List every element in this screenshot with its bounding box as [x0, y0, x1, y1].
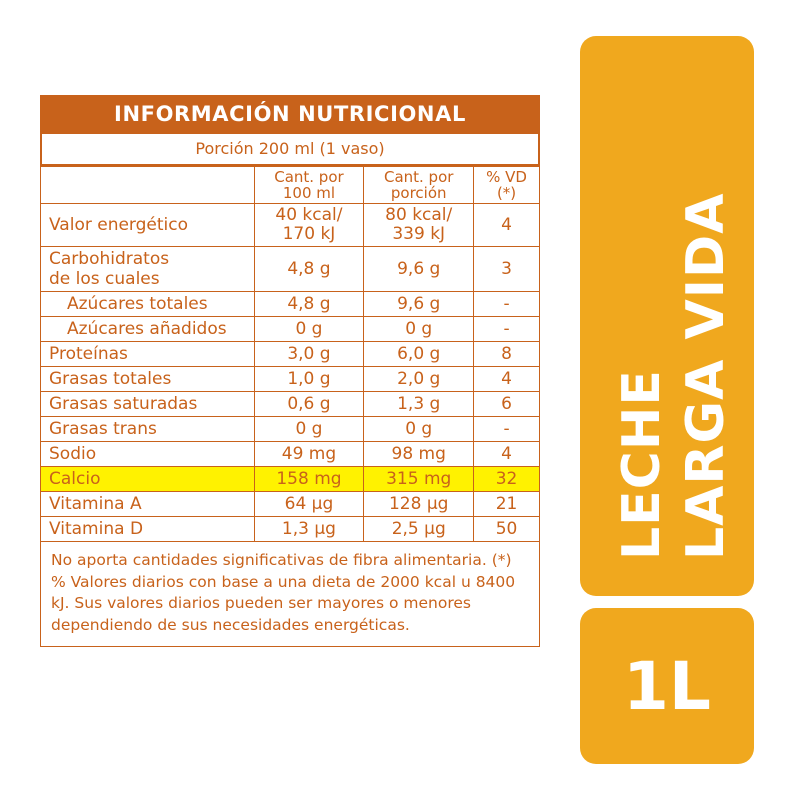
row-label [41, 247, 255, 292]
row-vd: 4 [474, 442, 540, 467]
row-label: Vitamina A [41, 492, 255, 517]
row-per-100ml: 0 g [254, 317, 364, 342]
row-label: Sodio [41, 442, 255, 467]
row-label-line2: de los cuales [49, 269, 160, 290]
row-per-portion [364, 204, 474, 247]
header-per-100ml [254, 167, 364, 204]
row-per-portion: 9,6 g [364, 292, 474, 317]
row-vd: - [474, 317, 540, 342]
footnote-text: No aporta cantidades significativas de fibra alimentaria. (*) % Valores diarios con base a una dieta de 2000 kcal u 8400 kJ. Sus valores diarios pueden ser mayores o menores dependiendo de sus necesidades energéticas. [40, 542, 540, 647]
row-per-portion-line2: 339 kJ [392, 224, 446, 245]
row-label: Grasas saturadas [41, 392, 255, 417]
row-per-portion: 6,0 g [364, 342, 474, 367]
row-vd: 8 [474, 342, 540, 367]
table-row [41, 204, 540, 247]
header-per-portion-line1: Cant. por [383, 168, 454, 186]
row-label: Valor energético [41, 204, 255, 247]
row-vd: 6 [474, 392, 540, 417]
table-row-highlighted [41, 467, 540, 492]
row-per-100ml: 64 µg [254, 492, 364, 517]
row-per-portion: 315 mg [364, 467, 474, 492]
table-row [41, 247, 540, 292]
row-label: Azúcares añadidos [41, 317, 255, 342]
header-per-portion [364, 167, 474, 204]
nutrition-panel [40, 95, 540, 647]
row-per-portion-line1: 80 kcal/ [385, 205, 453, 226]
panel-title: INFORMACIÓN NUTRICIONAL [40, 95, 540, 134]
row-label: Grasas totales [41, 367, 255, 392]
row-vd: 32 [474, 467, 540, 492]
table-header-row [41, 167, 540, 204]
header-per-portion-line2: porción [390, 184, 447, 203]
row-vd: 3 [474, 247, 540, 292]
row-label: Proteínas [41, 342, 255, 367]
table-row [41, 517, 540, 542]
product-name-line1: LECHE [612, 369, 672, 560]
table-row [41, 317, 540, 342]
table-row [41, 367, 540, 392]
row-per-100ml: 3,0 g [254, 342, 364, 367]
row-vd: - [474, 417, 540, 442]
row-per-100ml: 1,0 g [254, 367, 364, 392]
row-per-portion: 128 µg [364, 492, 474, 517]
row-per-portion: 98 mg [364, 442, 474, 467]
row-per-portion: 0 g [364, 417, 474, 442]
header-vd [474, 167, 540, 204]
row-per-portion: 2,5 µg [364, 517, 474, 542]
row-per-100ml-line2: 170 kJ [282, 224, 336, 245]
row-per-100ml: 4,8 g [254, 247, 364, 292]
product-size-label: 1L [623, 647, 711, 725]
row-vd: - [474, 292, 540, 317]
row-per-100ml: 158 mg [254, 467, 364, 492]
row-per-100ml: 4,8 g [254, 292, 364, 317]
table-row [41, 442, 540, 467]
row-vd: 21 [474, 492, 540, 517]
row-per-portion: 9,6 g [364, 247, 474, 292]
row-vd: 50 [474, 517, 540, 542]
table-row [41, 492, 540, 517]
row-per-100ml: 1,3 µg [254, 517, 364, 542]
table-row [41, 292, 540, 317]
row-per-100ml [254, 204, 364, 247]
header-blank [41, 167, 255, 204]
table-row [41, 417, 540, 442]
table-row [41, 342, 540, 367]
row-label: Calcio [41, 467, 255, 492]
row-label: Vitamina D [41, 517, 255, 542]
row-per-portion: 1,3 g [364, 392, 474, 417]
table-row [41, 392, 540, 417]
header-per-100ml-line1: Cant. por [274, 168, 344, 186]
row-per-100ml: 0 g [254, 417, 364, 442]
row-per-100ml: 0,6 g [254, 392, 364, 417]
header-vd-line1: % VD [486, 168, 527, 186]
row-per-100ml-line1: 40 kcal/ [275, 205, 343, 226]
portion-text: Porción 200 ml (1 vaso) [40, 134, 540, 166]
product-name-line2: LARGA VIDA [676, 192, 736, 560]
row-per-portion: 2,0 g [364, 367, 474, 392]
row-label-line1: Carbohidratos [49, 249, 170, 270]
row-label: Azúcares totales [41, 292, 255, 317]
row-label: Grasas trans [41, 417, 255, 442]
row-per-100ml: 49 mg [254, 442, 364, 467]
row-vd: 4 [474, 367, 540, 392]
row-per-portion: 0 g [364, 317, 474, 342]
header-vd-line2: (*) [496, 184, 517, 203]
row-vd: 4 [474, 204, 540, 247]
header-per-100ml-line2: 100 ml [282, 184, 336, 203]
nutrition-table [40, 166, 540, 542]
